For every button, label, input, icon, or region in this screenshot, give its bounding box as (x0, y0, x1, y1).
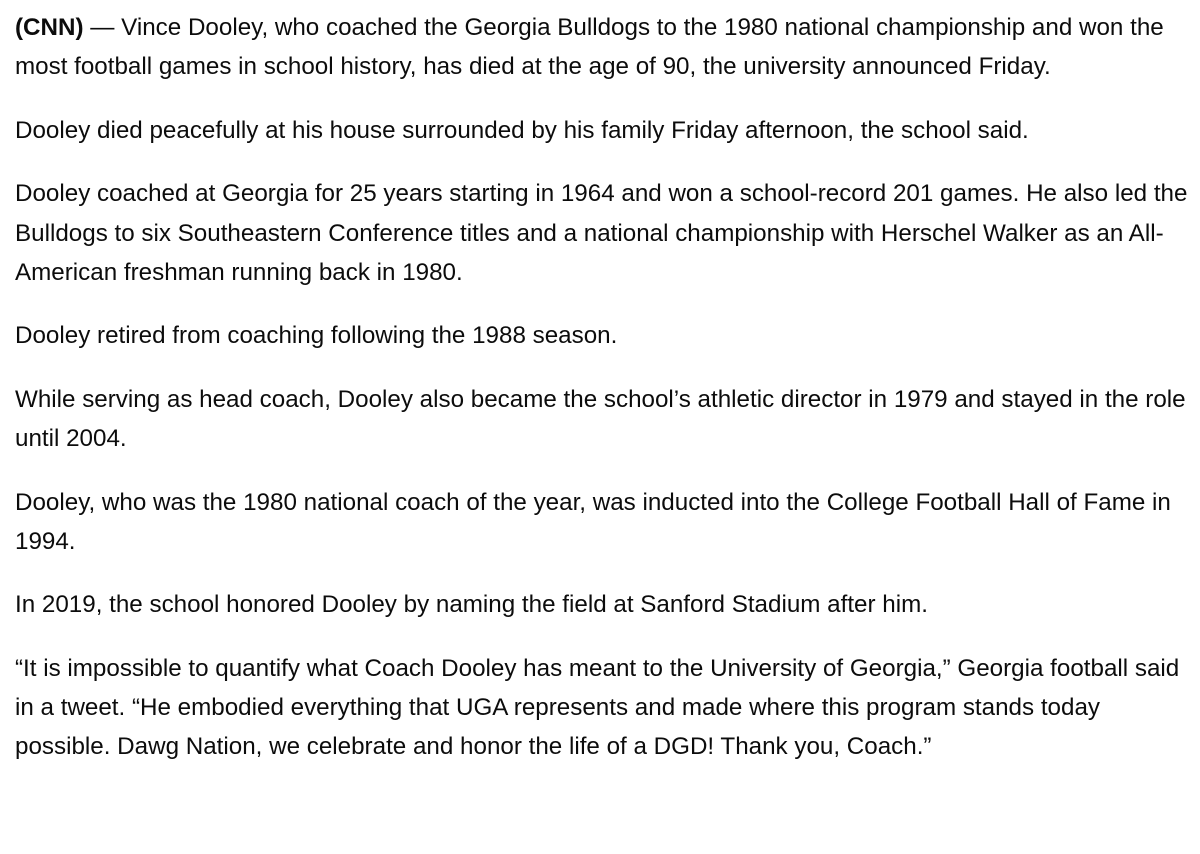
article-body (15, 8, 1190, 767)
article-paragraph: Dooley, who was the 1980 national coach of the year, was inducted into the College Football Hall of Fame in 1994. (15, 488, 1171, 555)
dateline-separator: — (83, 14, 122, 41)
article-paragraph-quote: “It is impossible to quantify what Coach Dooley has meant to the University of Georgia,” Georgia football said in a tweet. “He embodied everything that UGA represents and made where this program stands today possible. Dawg Nation, we celebrate and honor the life of a DGD! Thank you, Coach.” (15, 654, 1180, 761)
lead-text: Vince Dooley, who coached the Georgia Bulldogs to the 1980 national championship and won the most football games in school history, has died at the age of 90, the university announced Friday. (15, 14, 1164, 81)
article-paragraph: Dooley coached at Georgia for 25 years starting in 1964 and won a school-record 201 games. He also led the Bulldogs to six Southeastern Conference titles and a national championship with Herschel Walker as an All-American freshman running back in 1980. (15, 180, 1188, 286)
article-paragraph: While serving as head coach, Dooley also became the school’s athletic director in 1979 and stayed in the role until 2004. (15, 385, 1186, 453)
article-paragraph: Dooley retired from coaching following the 1988 season. (15, 322, 618, 350)
article-paragraph: Dooley died peacefully at his house surrounded by his family Friday afternoon, the school said. (15, 116, 1029, 144)
dateline: (CNN) (15, 14, 84, 41)
article-paragraph: In 2019, the school honored Dooley by naming the field at Sanford Stadium after him. (15, 591, 928, 619)
article-paragraph-lead (15, 8, 1190, 87)
